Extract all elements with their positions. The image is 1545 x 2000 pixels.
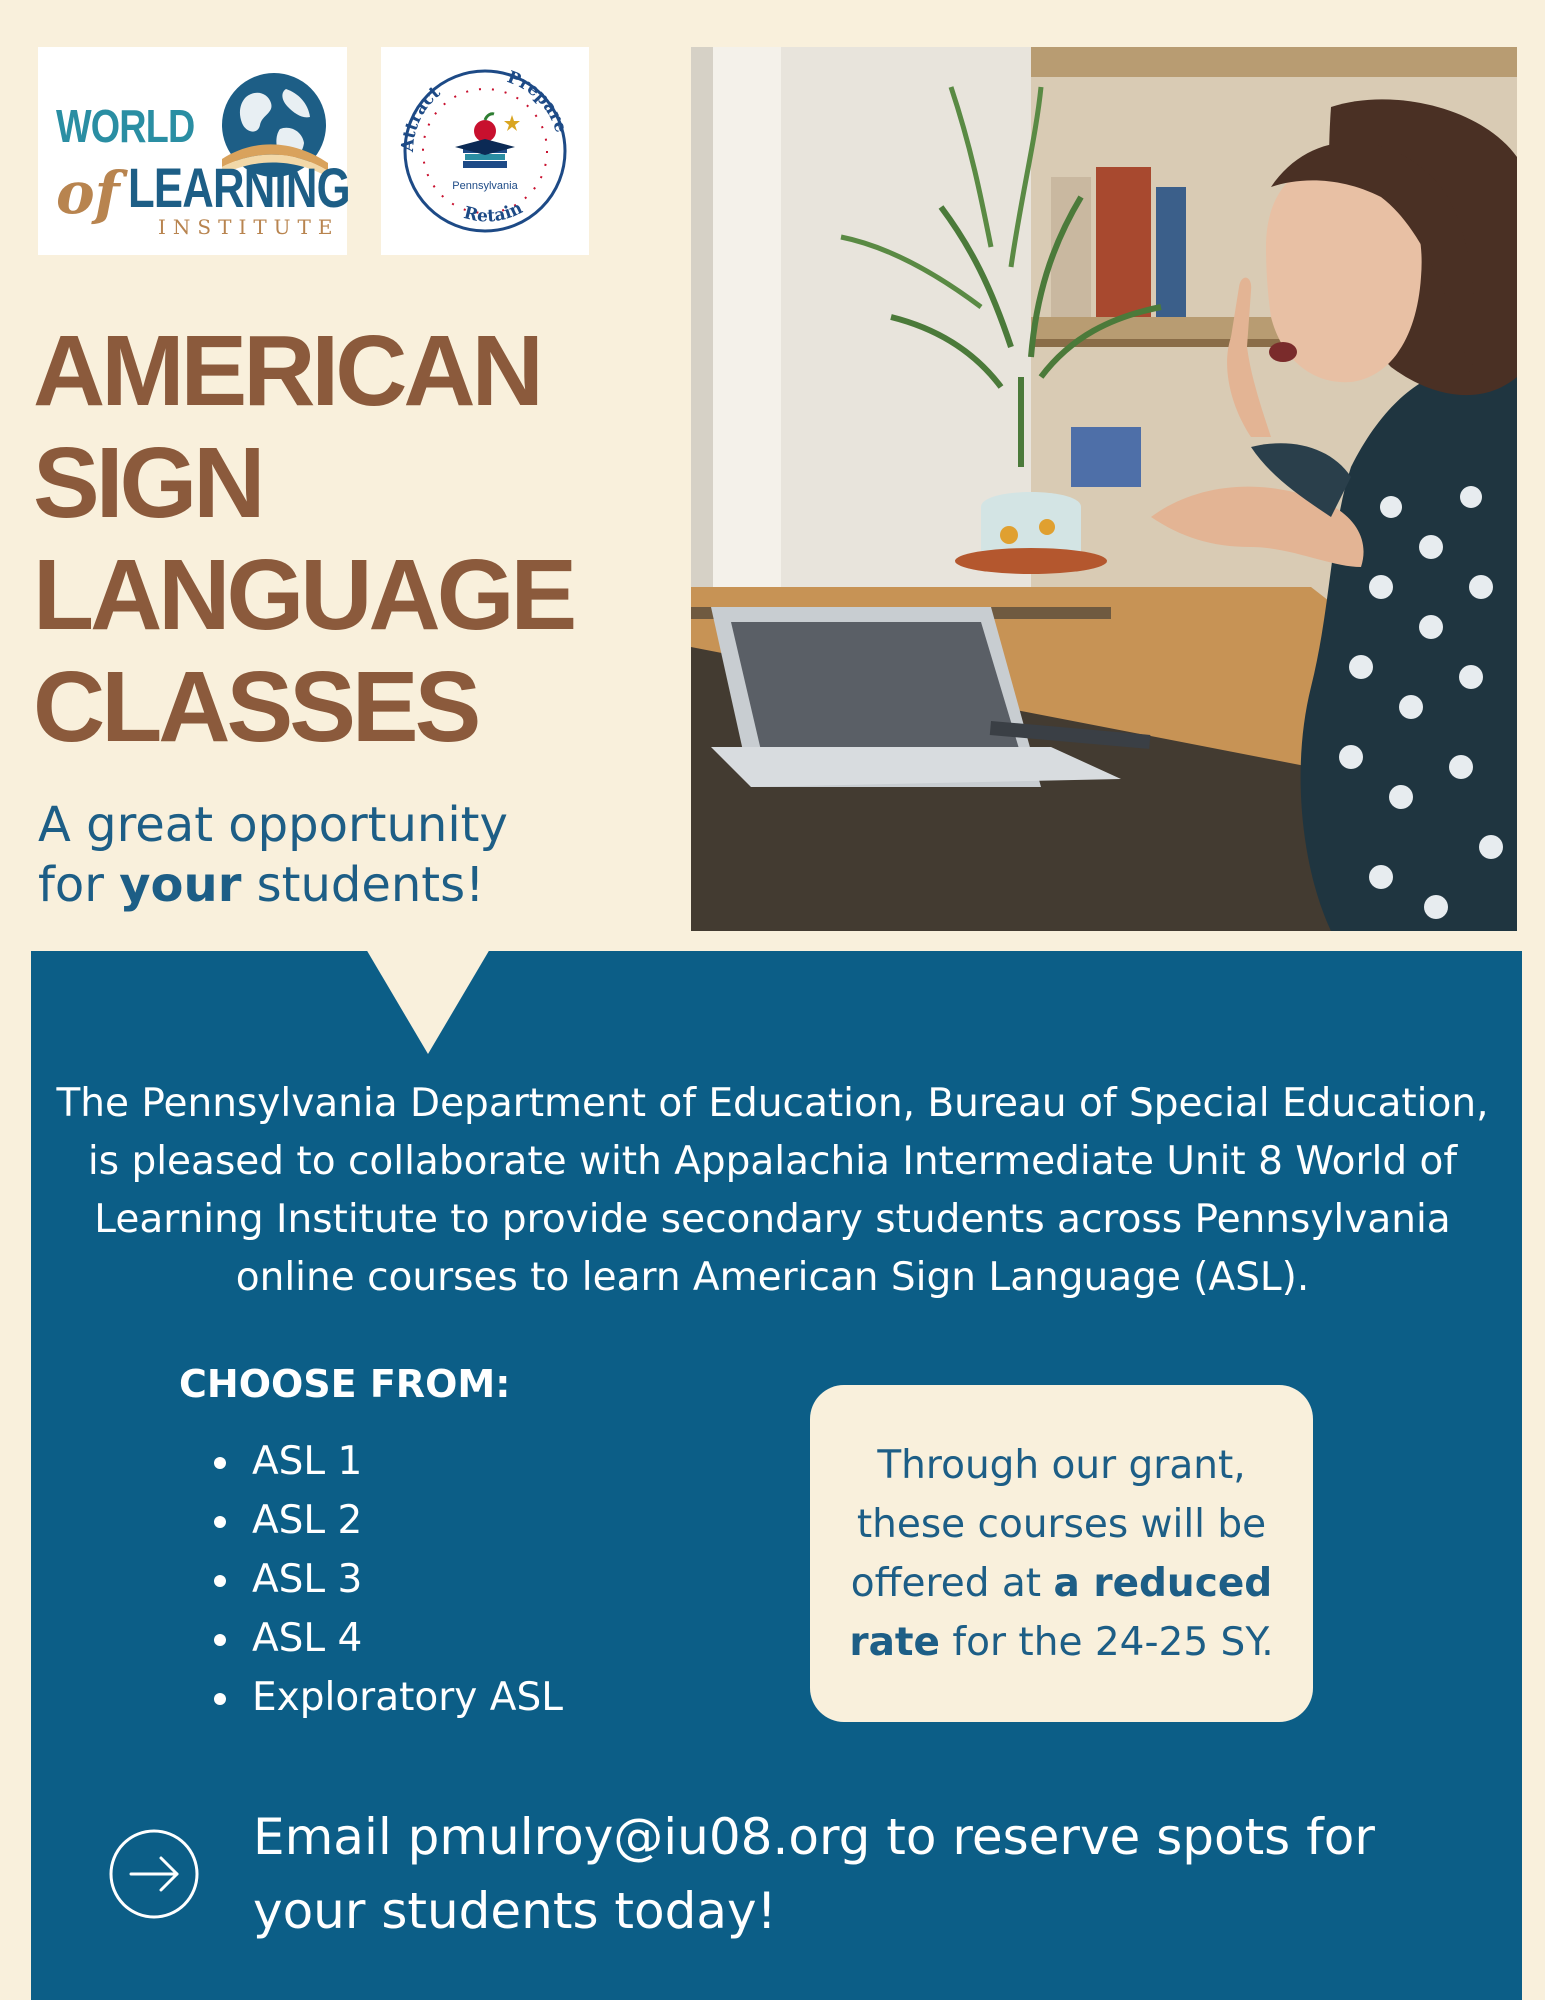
headline-line: CLASSES — [33, 651, 478, 763]
svg-text:Attract: Attract — [397, 82, 445, 153]
hero-photo — [691, 47, 1517, 931]
tagline-line-2: for your students! — [38, 857, 485, 913]
headline-line: SIGN — [33, 427, 262, 539]
seal-icon — [381, 47, 589, 255]
list-item: ASL 1 — [207, 1432, 563, 1491]
svg-text:Retain: Retain — [461, 198, 526, 227]
panel-pointer — [366, 949, 490, 1054]
headline-line: AMERICAN — [33, 315, 540, 427]
svg-text:Prepare: Prepare — [504, 67, 571, 136]
arrow-right-circle-icon — [107, 1827, 201, 1921]
list-item: ASL 2 — [207, 1491, 563, 1550]
email-call-to-action: Email pmulroy@iu08.org to reserve spots for your students today! — [253, 1808, 1375, 1940]
tagline-emphasis: your — [119, 857, 242, 913]
logo-world-text: WORLD — [56, 100, 195, 152]
headline-line: LANGUAGE — [33, 539, 574, 651]
tagline — [38, 795, 508, 915]
list-item: ASL 3 — [207, 1550, 563, 1609]
tagline-line-1: A great opportunity — [38, 797, 508, 853]
logo-institute-text: INSTITUTE — [158, 215, 340, 239]
grant-callout — [810, 1385, 1313, 1722]
logo-of-text: of — [56, 159, 120, 227]
attract-prepare-retain-seal — [381, 47, 589, 255]
list-item: ASL 4 — [207, 1609, 563, 1668]
grant-emphasis: a reduced rate — [849, 1561, 1273, 1665]
intro-paragraph: The Pennsylvania Department of Education, Bureau of Special Education, is pleased to collaborate with Appalachia Intermediate Unit 8 World of Learning Institute to provide secondary students across Pennsylvania online courses to learn American Sign Language (ASL). — [56, 1081, 1489, 1300]
courses-heading: CHOOSE FROM: — [179, 1362, 511, 1406]
grant-text: Through our grant, these courses will be offered at a reduced rate for the 24-25 SY. — [849, 1443, 1274, 1665]
svg-text:Pennsylvania: Pennsylvania — [452, 180, 518, 192]
world-of-learning-logo — [38, 47, 350, 255]
list-item: Exploratory ASL — [207, 1668, 563, 1727]
logo-learning-text: LEARNING — [128, 156, 350, 219]
page-title — [33, 315, 573, 763]
courses-list — [207, 1432, 563, 1727]
